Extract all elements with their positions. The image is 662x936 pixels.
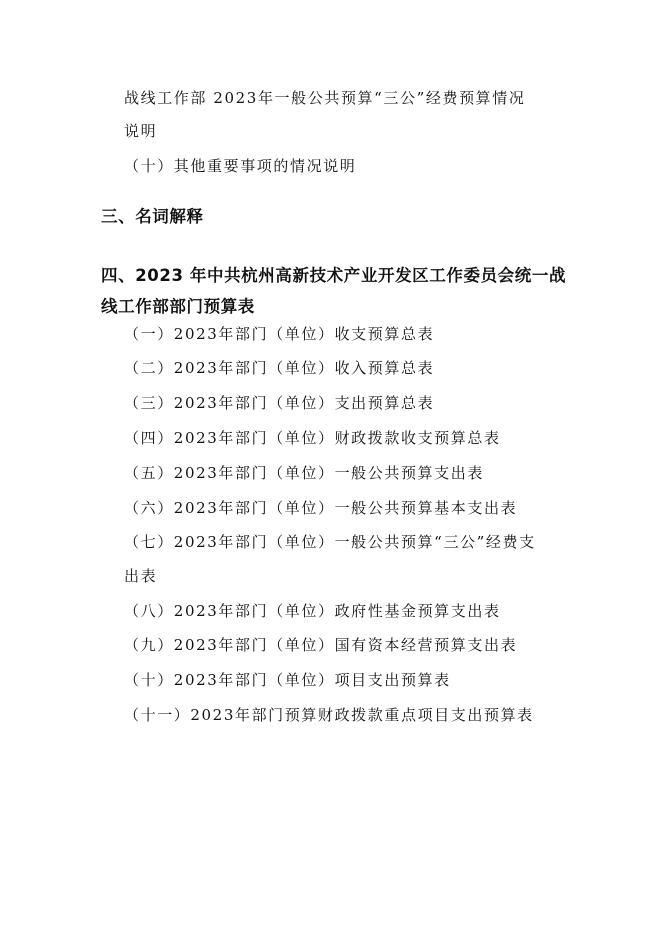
table-item-9: （九）2023年部门（单位）国有资本经营预算支出表 <box>124 636 518 654</box>
table-item-8: （八）2023年部门（单位）政府性基金预算支出表 <box>124 602 501 620</box>
table-item-11: （十一）2023年部门预算财政拨款重点项目支出预算表 <box>124 706 534 724</box>
table-item-10: （十）2023年部门（单位）项目支出预算表 <box>124 671 451 689</box>
section-four-heading-line-1: 四、2023 年中共杭州高新技术产业开发区工作委员会统一战 <box>101 266 567 285</box>
intro-line-2: 说明 <box>124 122 158 140</box>
table-item-5: （五）2023年部门（单位）一般公共预算支出表 <box>124 464 484 482</box>
table-item-2: （二）2023年部门（单位）收入预算总表 <box>124 359 435 377</box>
table-item-7-continued: 出表 <box>124 567 158 585</box>
table-item-6: （六）2023年部门（单位）一般公共预算基本支出表 <box>124 499 518 517</box>
section-four-heading-line-2: 线工作部部门预算表 <box>101 297 255 316</box>
intro-line-1: 战线工作部 2023年一般公共预算“三公”经费预算情况 <box>124 89 526 107</box>
section-three-heading: 三、名词解释 <box>101 207 204 226</box>
table-item-1: （一）2023年部门（单位）收支预算总表 <box>124 325 435 343</box>
table-item-4: （四）2023年部门（单位）财政拨款收支预算总表 <box>124 429 501 447</box>
table-item-7: （七）2023年部门（单位）一般公共预算“三公”经费支 <box>124 533 536 551</box>
item-ten: （十）其他重要事项的情况说明 <box>124 157 357 175</box>
table-item-3: （三）2023年部门（单位）支出预算总表 <box>124 394 435 412</box>
